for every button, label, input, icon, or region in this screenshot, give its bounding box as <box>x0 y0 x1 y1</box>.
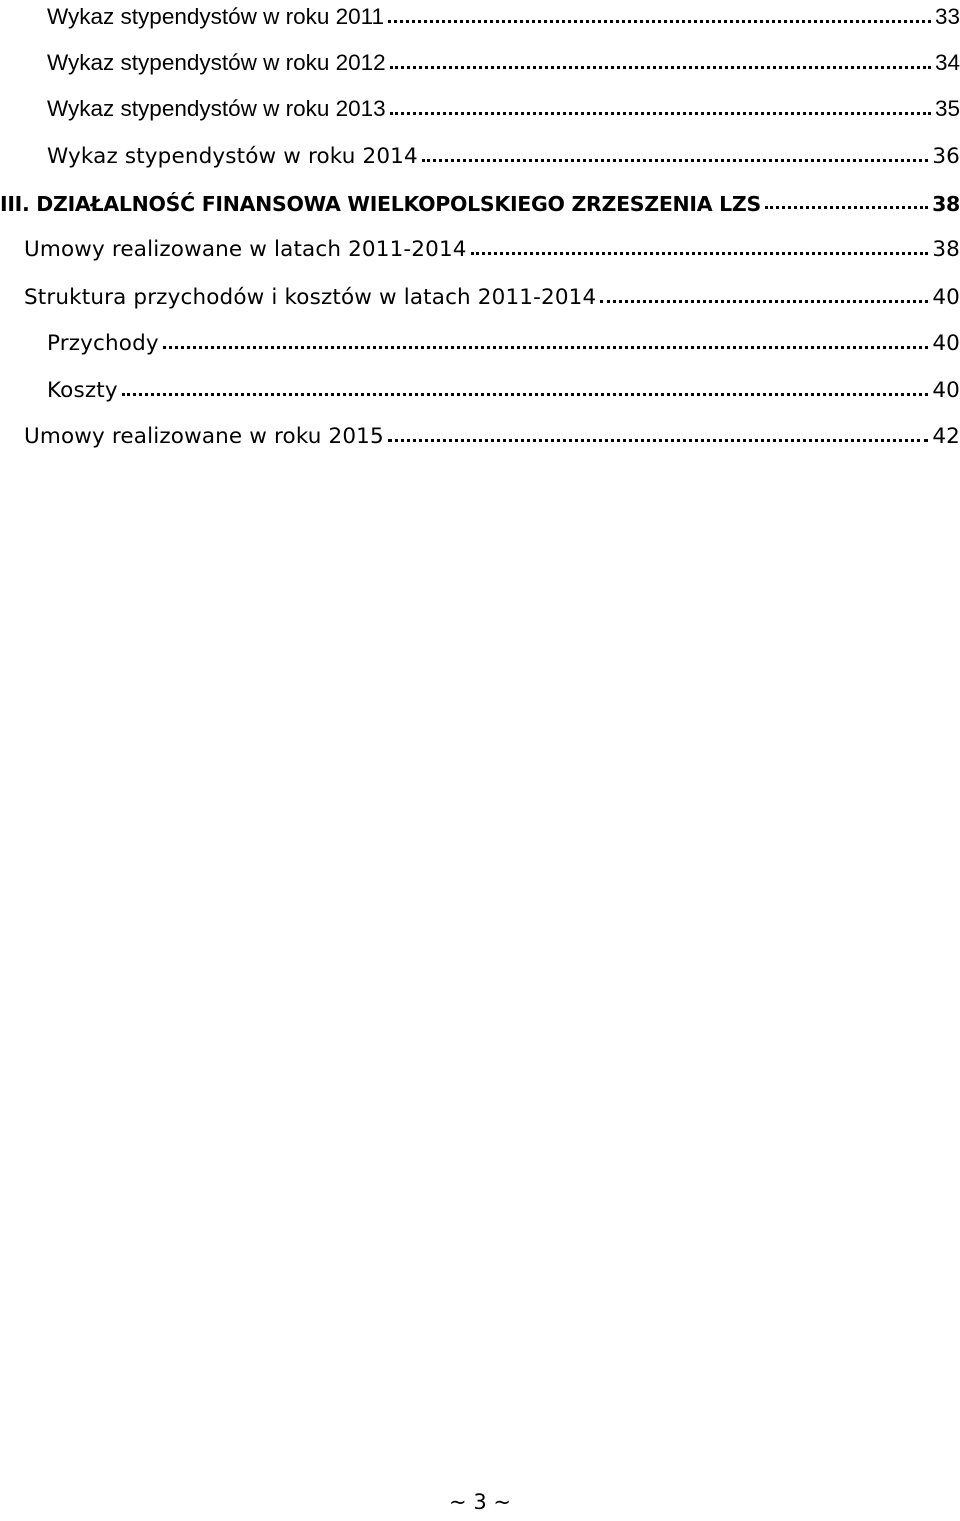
toc-dot-leader <box>388 439 928 442</box>
toc-dot-leader <box>471 252 929 255</box>
toc-dot-leader <box>422 159 929 162</box>
toc-dot-leader <box>600 300 928 303</box>
toc-entry-title: Struktura przychodów i kosztów w latach 2011-2014 <box>24 285 597 310</box>
toc-entry <box>24 224 960 270</box>
toc-entry-title: Wykaz stypendystów w roku 2013 <box>47 96 386 121</box>
toc-entry-title: Wykaz stypendystów w roku 2011 <box>47 4 385 29</box>
toc-entry-title: Przychody <box>47 331 159 356</box>
toc-entry-title: Wykaz stypendystów w roku 2014 <box>47 144 418 169</box>
toc-entry-page: 38 <box>932 192 960 216</box>
toc-entry-page: 38 <box>932 237 960 262</box>
toc-dot-leader <box>390 112 931 115</box>
toc-entry <box>24 411 960 457</box>
toc-dot-leader <box>163 346 929 349</box>
toc-entry <box>47 131 960 177</box>
toc-entry <box>24 272 960 318</box>
toc-entry-title: Umowy realizowane w latach 2011-2014 <box>24 237 467 262</box>
toc-entry <box>47 38 960 84</box>
toc-entry <box>47 84 960 130</box>
toc-entry <box>47 365 960 411</box>
toc-entry-title: Koszty <box>47 378 118 403</box>
toc-entry-page: 35 <box>934 96 960 121</box>
toc-dot-leader <box>122 393 929 396</box>
toc-dot-leader <box>388 20 931 23</box>
toc-entry-title: III. DZIAŁALNOŚĆ FINANSOWA WIELKOPOLSKIEGO ZRZESZENIA LZS <box>0 192 761 216</box>
toc-entry-title: Wykaz stypendystów w roku 2012 <box>47 50 386 75</box>
toc-dot-leader <box>390 66 931 69</box>
toc-entry <box>47 318 960 364</box>
toc-entry-page: 40 <box>932 378 960 403</box>
page-number-footer: ~ 3 ~ <box>449 1490 511 1514</box>
toc-entry-page: 42 <box>932 424 960 449</box>
toc-entry-page: 34 <box>934 50 960 75</box>
toc-dot-leader <box>765 206 928 209</box>
toc-entry-page: 36 <box>932 144 960 169</box>
toc-entry-page: 33 <box>934 4 960 29</box>
toc-entry-title: Umowy realizowane w roku 2015 <box>24 424 384 449</box>
toc-entry <box>47 0 960 38</box>
toc-entry-page: 40 <box>932 331 960 356</box>
toc-entry-page: 40 <box>932 285 960 310</box>
toc-section-heading <box>0 178 960 224</box>
